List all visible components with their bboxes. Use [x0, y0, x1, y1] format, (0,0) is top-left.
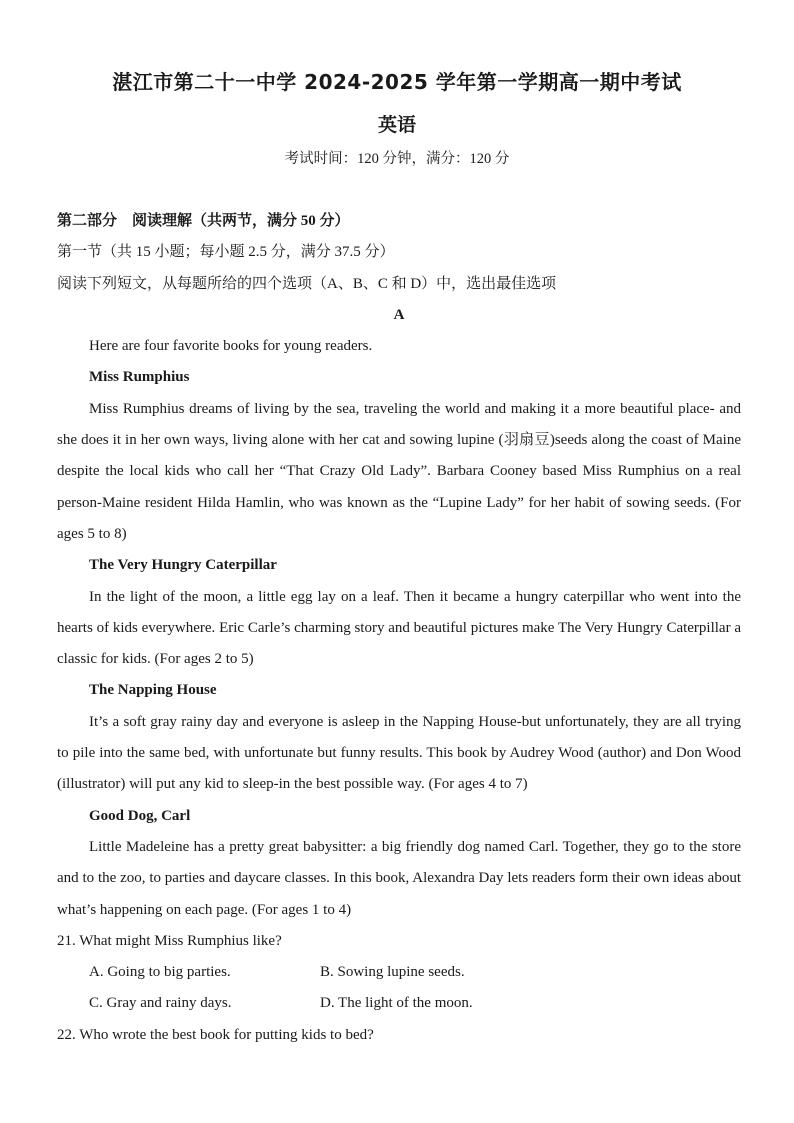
option-b: B. Sowing lupine seeds.: [320, 964, 465, 981]
passage-label: A: [393, 306, 405, 323]
book-title: Good Dog, Carl: [89, 807, 191, 824]
section-instruction: 阅读下列短文，从每题所给的四个选项（A、B、C 和 D）中，选出最佳选项: [57, 275, 557, 292]
question-options-row: [57, 957, 741, 988]
book-description: Miss Rumphius dreams of living by the sea, traveling the world and making it a more beautiful place- and she does it in her own ways, living alone with her cat and sowing lupine (羽扇豆)seeds along the coast of Maine despite the local kids who call her “That Crazy Old Lady”. Barbara Cooney based Miss Rumphius on a real person-Maine resident Hilda Hamlin, who was known as the “Lupine Lady” for her habit of sowing seeds. (For ages 5 to 8): [57, 400, 741, 542]
question-stem: 21. What might Miss Rumphius like?: [57, 932, 282, 949]
passage-intro: Here are four favorite books for young readers.: [89, 338, 373, 355]
option-d: D. The light of the moon.: [320, 995, 473, 1012]
section-subheading: 第一节（共 15 小题；每小题 2.5 分，满分 37.5 分）: [57, 244, 395, 261]
book-title: The Napping House: [89, 682, 217, 699]
question-stem: 22. Who wrote the best book for putting kids to bed?: [57, 1026, 374, 1043]
option-c: C. Gray and rainy days.: [89, 995, 232, 1012]
option-a: A. Going to big parties.: [89, 964, 231, 981]
subject-title: 英语: [377, 114, 416, 136]
book-description: In the light of the moon, a little egg lay on a leaf. Then it became a hungry caterpillar who went into the hearts of kids everywhere. Eric Carle’s charming story and beautiful pictures make The Very Hungry Caterpillar a classic for kids. (For ages 2 to 5): [57, 588, 741, 668]
question-options-row: [57, 988, 741, 1019]
exam-title: 湛江市第二十一中学 2024-2025 学年第一学期高一期中考试: [112, 70, 682, 94]
exam-content: [57, 206, 741, 1051]
book-description: It’s a soft gray rainy day and everyone is asleep in the Napping House-but unfortunately, they are all trying to pile into the same bed, with unfortunate but funny results. This book by Audrey Wood (author) and Don Wood (illustrator) will put any kid to sleep-in the best possible way. (For ages 4 to 7): [57, 713, 741, 793]
book-description: Little Madeleine has a pretty great babysitter: a big friendly dog named Carl. Together, they go to the store and to the zoo, to parties and daycare classes. In this book, Alexandra Day lets readers form their own ideas about what’s happening on each page. (For ages 1 to 4): [57, 838, 741, 918]
section-heading: 第二部分 阅读理解（共两节，满分 50 分）: [57, 213, 350, 229]
book-title: Miss Rumphius: [89, 369, 190, 386]
book-title: The Very Hungry Caterpillar: [89, 557, 277, 574]
exam-info: 考试时间：120 分钟，满分：120 分: [284, 151, 510, 167]
